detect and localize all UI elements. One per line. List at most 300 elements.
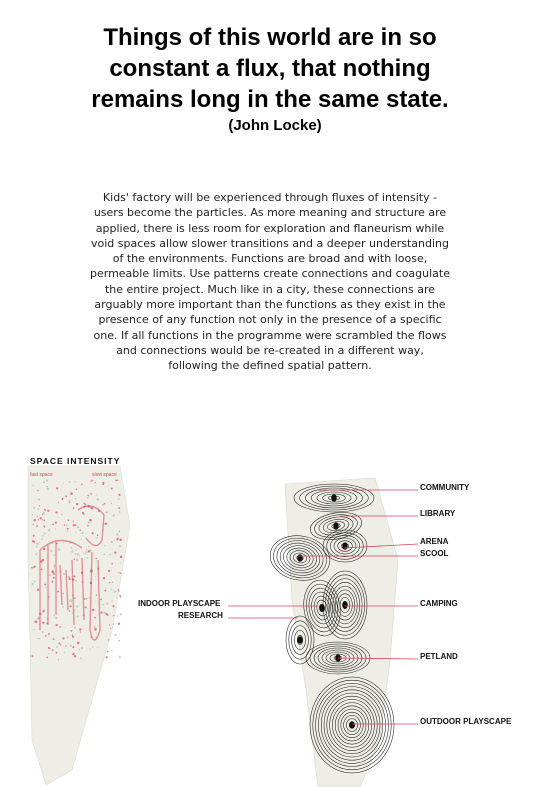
- intensity-dot: [62, 637, 64, 639]
- intensity-dot: [68, 519, 70, 521]
- intensity-dot: [92, 609, 94, 611]
- intensity-dot: [110, 627, 112, 629]
- intensity-dot: [108, 485, 109, 486]
- intensity-dot: [71, 630, 73, 632]
- intensity-dot: [106, 603, 108, 605]
- intensity-dot: [69, 578, 71, 580]
- intensity-dot: [33, 629, 35, 631]
- label-indoor-playscape: INDOOR PLAYSCAPE: [138, 599, 221, 608]
- intensity-dot: [67, 636, 69, 638]
- intensity-dot: [118, 623, 120, 625]
- intensity-dot: [68, 576, 70, 578]
- intensity-dot: [43, 519, 45, 521]
- intensity-dot: [107, 651, 109, 653]
- label-scool: SCOOL: [420, 549, 449, 558]
- intensity-dot: [67, 528, 69, 530]
- intensity-dot: [88, 546, 89, 547]
- intensity-dot: [53, 638, 55, 640]
- intensity-dot: [97, 537, 98, 538]
- intensity-dot: [39, 505, 40, 506]
- intensity-dot: [112, 582, 113, 583]
- intensity-dot: [77, 526, 79, 528]
- intensity-dot: [88, 522, 90, 524]
- intensity-dot: [71, 547, 73, 549]
- diagram-area: [0, 440, 540, 787]
- intensity-dot: [105, 656, 107, 658]
- intensity-dot: [40, 517, 42, 519]
- intensity-dot: [75, 524, 77, 526]
- intensity-dot: [42, 519, 43, 520]
- paragraph-line: void spaces allow slower transitions and a deeper understanding: [91, 236, 449, 250]
- intensity-dot: [105, 523, 108, 526]
- intensity-dot: [94, 626, 95, 627]
- intensity-dot: [67, 531, 68, 532]
- intensity-dot: [115, 480, 117, 482]
- node-dot: [332, 495, 337, 502]
- intensity-dot: [97, 498, 99, 500]
- intensity-dot: [59, 642, 61, 644]
- intensity-dot: [32, 485, 34, 487]
- intensity-dot: [36, 525, 38, 527]
- intensity-dot: [118, 589, 120, 591]
- intensity-dot: [88, 550, 90, 552]
- paragraph-line: applied, there is less room for exploration and flaneurism while: [95, 221, 445, 235]
- contour-plan: [285, 478, 398, 787]
- intensity-dot: [31, 655, 33, 657]
- intensity-dot: [59, 626, 61, 628]
- intensity-dot: [58, 502, 59, 503]
- fast-space-label: fast space: [30, 472, 53, 478]
- intensity-dot: [37, 515, 38, 516]
- intensity-dot: [51, 581, 53, 583]
- intensity-dot: [102, 604, 103, 605]
- intensity-dot: [118, 507, 120, 509]
- intensity-dot: [45, 635, 47, 637]
- intensity-dot: [48, 647, 50, 649]
- intensity-dot: [44, 584, 46, 586]
- intensity-dot: [47, 486, 48, 487]
- intensity-dot: [36, 543, 38, 545]
- intensity-dot: [119, 531, 120, 532]
- intensity-dot: [81, 647, 83, 649]
- intensity-dot: [102, 482, 104, 484]
- intensity-dot: [119, 656, 120, 657]
- intensity-dot: [75, 532, 76, 533]
- intensity-dot: [81, 539, 82, 540]
- intensity-dot: [87, 557, 89, 559]
- paragraph-line: Kids' factory will be experienced through fluxes of intensity -: [102, 191, 438, 204]
- intensity-dot: [65, 645, 67, 647]
- intensity-dot: [38, 499, 39, 500]
- intensity-dot: [69, 502, 70, 503]
- node-dot: [320, 605, 325, 612]
- intensity-dot: [81, 532, 83, 534]
- intensity-dot: [79, 628, 81, 630]
- intensity-dot: [42, 631, 44, 633]
- intensity-dot: [76, 559, 78, 561]
- intensity-dot: [63, 483, 64, 484]
- intensity-dot: [74, 610, 75, 611]
- intensity-dot: [84, 598, 86, 600]
- intensity-dot: [113, 615, 114, 616]
- intensity-dot: [50, 550, 52, 552]
- intensity-dot: [35, 620, 38, 623]
- node-dot: [343, 602, 348, 609]
- intensity-dot: [31, 583, 33, 585]
- intensity-dot: [111, 589, 112, 590]
- intensity-dot: [85, 606, 87, 608]
- intensity-dot: [112, 605, 114, 607]
- paragraph-line: users become the particles. As more meaning and structure are: [93, 206, 447, 220]
- intensity-dot: [117, 616, 118, 617]
- intensity-dot: [76, 503, 78, 505]
- paragraph-line: and connections would be re-created in a different way,: [116, 343, 424, 357]
- intensity-dot: [69, 605, 71, 607]
- intensity-dot: [47, 510, 49, 512]
- intensity-dot: [56, 652, 58, 654]
- intensity-dot: [72, 646, 74, 648]
- intensity-dot: [53, 555, 54, 556]
- intensity-dot: [41, 569, 43, 571]
- intensity-dot: [54, 566, 55, 567]
- node-dot: [298, 637, 303, 644]
- intensity-dot: [86, 549, 87, 550]
- intensity-dot: [53, 573, 55, 575]
- intensity-dot: [75, 553, 77, 555]
- intensity-dot: [116, 533, 118, 535]
- intensity-dot: [61, 571, 62, 572]
- intensity-dot: [73, 521, 74, 522]
- intensity-dot: [57, 591, 59, 593]
- intensity-dot: [62, 606, 64, 608]
- intensity-dot: [119, 511, 120, 512]
- quote-line: constant a flux, that nothing: [109, 55, 431, 82]
- intensity-dot: [119, 633, 120, 634]
- intensity-dot: [64, 652, 66, 654]
- intensity-dot: [119, 595, 121, 597]
- intensity-dot: [85, 551, 87, 553]
- intensity-dot: [33, 524, 34, 525]
- intensity-dot: [108, 570, 110, 572]
- intensity-dot: [63, 593, 64, 594]
- intensity-dot: [69, 610, 71, 612]
- intensity-dot: [52, 524, 54, 526]
- intensity-dot: [73, 559, 75, 561]
- intensity-dot: [53, 577, 55, 579]
- intensity-dot: [120, 572, 122, 574]
- label-outdoor-playscape: OUTDOOR PLAYSCAPE: [420, 717, 512, 726]
- intensity-dot: [55, 522, 57, 524]
- intensity-dot: [70, 492, 73, 495]
- intensity-dot: [72, 653, 74, 655]
- paragraph-line: the entire project. Much like in a city, these connections are: [104, 282, 436, 296]
- node-dot: [343, 543, 348, 550]
- intensity-dot: [92, 532, 94, 534]
- intensity-dot: [97, 534, 99, 536]
- paragraph-line: of the environments. Functions are broad and with loose,: [112, 252, 428, 266]
- intensity-dot: [55, 624, 57, 626]
- intensity-dot: [106, 588, 107, 589]
- intensity-dot: [33, 541, 34, 542]
- intensity-dot: [104, 554, 105, 555]
- intensity-dot: [70, 645, 71, 646]
- intensity-dot: [103, 612, 104, 613]
- intensity-dot: [47, 488, 50, 491]
- intensity-dot: [42, 535, 44, 537]
- intensity-dot: [97, 647, 98, 648]
- intensity-dot: [44, 532, 46, 534]
- intensity-dot: [94, 617, 96, 619]
- intensity-dot: [106, 511, 108, 513]
- intensity-dot: [120, 556, 123, 559]
- intensity-dot: [65, 495, 67, 497]
- intensity-dot: [42, 539, 43, 540]
- intensity-dot: [73, 507, 75, 509]
- node-dot: [298, 555, 303, 562]
- intensity-dot: [90, 493, 92, 495]
- intensity-dot: [89, 519, 92, 522]
- intensity-dot: [111, 541, 112, 542]
- intensity-dot: [43, 548, 45, 550]
- intensity-dot: [111, 503, 112, 504]
- intensity-dot: [86, 598, 87, 599]
- intensity-dot: [117, 480, 119, 482]
- intensity-dot: [79, 649, 80, 650]
- intensity-dot: [87, 525, 89, 527]
- intensity-dot: [78, 520, 79, 521]
- intensity-dot: [100, 599, 102, 601]
- intensity-dot: [73, 524, 75, 526]
- intensity-dot: [120, 563, 121, 564]
- node-dot: [334, 523, 339, 530]
- intensity-dot: [119, 539, 121, 541]
- label-arena: ARENA: [420, 537, 449, 546]
- intensity-dot: [111, 650, 113, 652]
- intensity-dot: [104, 590, 106, 592]
- intensity-dot: [81, 484, 83, 486]
- intensity-dot: [31, 567, 33, 569]
- intensity-dot: [36, 546, 38, 548]
- intensity-dot: [103, 577, 105, 579]
- intensity-dot: [83, 503, 85, 505]
- intensity-dot: [80, 529, 82, 531]
- intensity-dot: [106, 613, 108, 615]
- intensity-dot: [76, 605, 78, 607]
- intensity-dot: [43, 511, 45, 513]
- intensity-dot: [54, 565, 55, 566]
- paragraph-line: arguably more important than the functions as they exist in the: [94, 298, 446, 312]
- intensity-dot: [91, 480, 93, 482]
- intensity-dot: [87, 497, 88, 498]
- intensity-dot: [109, 554, 111, 556]
- label-petland: PETLAND: [420, 652, 458, 661]
- slow-space-label: slow space: [92, 472, 117, 478]
- quote-author: (John Locke): [228, 117, 322, 134]
- intensity-dot: [111, 487, 113, 489]
- intensity-dot: [42, 622, 44, 624]
- intensity-dot: [43, 609, 45, 611]
- intensity-dot: [32, 514, 33, 515]
- intensity-dot: [77, 642, 80, 645]
- intensity-dot: [84, 553, 85, 554]
- intensity-dot: [95, 482, 96, 483]
- intensity-dot: [63, 573, 65, 575]
- intensity-dot: [55, 617, 57, 619]
- intensity-dot: [58, 516, 59, 517]
- intensity-dot: [56, 646, 58, 648]
- intensity-dot: [73, 575, 75, 577]
- intensity-dot: [96, 594, 97, 595]
- intensity-dot: [38, 638, 39, 639]
- intensity-dot: [114, 634, 116, 636]
- intensity-dot: [70, 599, 73, 602]
- intensity-dot: [83, 513, 85, 515]
- intensity-dot: [112, 514, 115, 517]
- intensity-dot: [49, 574, 51, 576]
- quote-block: [0, 22, 540, 136]
- intensity-dot: [113, 624, 114, 625]
- intensity-dot: [66, 524, 68, 526]
- intensity-dot: [120, 480, 121, 481]
- intensity-dot: [80, 631, 81, 632]
- intensity-dot: [72, 635, 74, 637]
- intensity-dot: [38, 509, 39, 510]
- intensity-dot: [44, 509, 45, 510]
- intensity-dot: [94, 628, 97, 631]
- intensity-dot: [80, 657, 82, 659]
- intensity-dot: [39, 542, 40, 543]
- intensity-dot: [37, 589, 39, 591]
- paragraph-line: permeable limits. Use patterns create connections and coagulate: [89, 267, 450, 281]
- paragraph-line: presence of any function not only in the presence of a specific: [98, 313, 442, 327]
- intensity-dot: [77, 553, 79, 555]
- intensity-dot: [43, 525, 45, 527]
- intensity-dot: [95, 558, 96, 559]
- intensity-dot: [38, 519, 39, 520]
- intensity-dot: [48, 534, 49, 535]
- intensity-dot: [96, 494, 97, 495]
- intensity-dot: [48, 529, 51, 532]
- intensity-dot: [118, 498, 120, 500]
- intensity-dot: [33, 535, 35, 537]
- intensity-dot: [45, 587, 46, 588]
- intensity-dot: [34, 519, 36, 521]
- diagram-svg: [0, 440, 540, 787]
- intensity-dot: [58, 659, 59, 660]
- quote-line: remains long in the same state.: [91, 86, 449, 113]
- intensity-dot: [79, 555, 80, 556]
- intensity-dot: [109, 582, 110, 583]
- intensity-dot: [111, 600, 113, 602]
- quote-line: Things of this world are in so: [103, 24, 437, 51]
- paragraph-line: one. If all functions in the programme were scrambled the flows: [93, 328, 447, 342]
- intensity-dot: [103, 604, 104, 605]
- intensity-dot: [75, 481, 76, 482]
- intensity-dot: [107, 639, 109, 641]
- intensity-dot: [95, 576, 96, 577]
- intensity-dot: [55, 528, 56, 529]
- intensity-dot: [46, 479, 48, 481]
- intensity-dot: [69, 500, 71, 502]
- intensity-dot: [74, 597, 76, 599]
- intensity-dot: [114, 590, 116, 592]
- intensity-dot: [52, 649, 54, 651]
- intensity-dot: [114, 551, 116, 553]
- intensity-dot: [102, 504, 103, 505]
- intensity-dot: [116, 538, 118, 540]
- intensity-dot: [42, 513, 44, 515]
- intensity-dot: [64, 524, 65, 525]
- intensity-dot: [111, 563, 113, 565]
- intensity-dot: [118, 590, 120, 592]
- description-paragraph: [28, 190, 512, 374]
- label-library: LIBRARY: [420, 509, 456, 518]
- intensity-dot: [48, 653, 49, 654]
- intensity-dot: [33, 507, 35, 509]
- intensity-dot: [56, 487, 58, 489]
- intensity-dot: [70, 492, 71, 493]
- intensity-dot: [34, 580, 36, 582]
- intensity-dot: [75, 549, 77, 551]
- intensity-dot: [48, 633, 50, 635]
- intensity-dot: [61, 484, 62, 485]
- paragraph-line: following the defined spatial pattern.: [168, 359, 372, 373]
- intensity-dot: [77, 616, 79, 618]
- intensity-dot: [62, 498, 64, 500]
- intensity-dot: [63, 542, 64, 543]
- intensity-dot: [58, 548, 60, 550]
- node-dot: [350, 722, 355, 729]
- intensity-dot: [35, 553, 37, 555]
- intensity-dot: [109, 625, 110, 626]
- intensity-dot: [100, 612, 102, 614]
- intensity-dot: [46, 657, 48, 659]
- intensity-dot: [118, 494, 120, 496]
- intensity-dot: [69, 481, 71, 483]
- intensity-dot: [54, 615, 55, 616]
- intensity-dot: [33, 566, 35, 568]
- intensity-dot: [104, 545, 105, 546]
- intensity-dot: [74, 627, 76, 629]
- intensity-dot: [92, 647, 93, 648]
- intensity-dot: [60, 644, 61, 645]
- intensity-dot: [95, 601, 96, 602]
- intensity-dot: [71, 551, 73, 553]
- intensity-dot: [84, 559, 85, 560]
- intensity-dot: [43, 481, 45, 483]
- intensity-dot: [61, 514, 62, 515]
- space-intensity-title: SPACE INTENSITY: [30, 456, 121, 466]
- intensity-dot: [89, 648, 90, 649]
- label-community: COMMUNITY: [420, 483, 470, 492]
- intensity-dot: [104, 503, 106, 505]
- intensity-dot: [76, 489, 77, 490]
- intensity-dot: [74, 655, 76, 657]
- intensity-dot: [76, 580, 77, 581]
- intensity-dot: [119, 545, 121, 547]
- intensity-dot: [89, 597, 90, 598]
- intensity-dot: [37, 490, 39, 492]
- intensity-dot: [118, 640, 119, 641]
- intensity-dot: [75, 498, 77, 500]
- intensity-dot: [87, 495, 89, 497]
- intensity-dot: [55, 511, 57, 513]
- label-camping: CAMPING: [420, 599, 458, 608]
- intensity-dot: [120, 613, 122, 615]
- intensity-dot: [52, 570, 55, 573]
- intensity-dot: [118, 572, 119, 573]
- label-research: RESEARCH: [178, 611, 223, 620]
